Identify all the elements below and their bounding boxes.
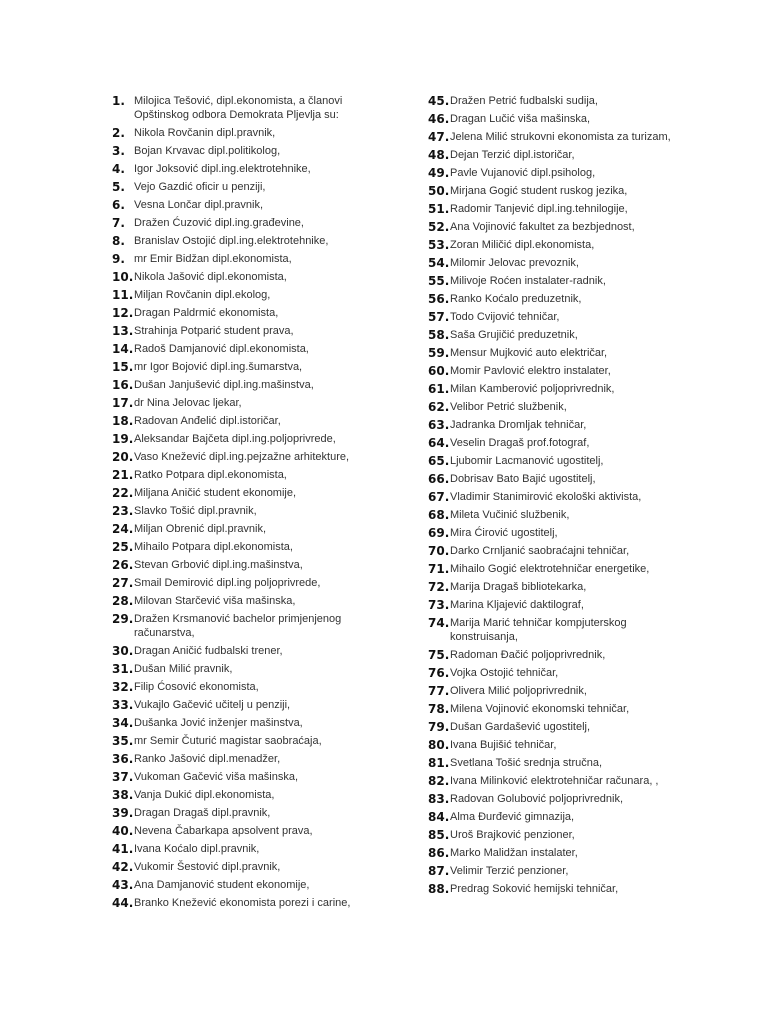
item-text: Igor Joksović dipl.ing.elektrotehnike, xyxy=(134,163,311,175)
item-number: 63. xyxy=(428,418,450,432)
list-item xyxy=(112,662,412,676)
item-text: Milena Vojinović ekonomski tehničar, xyxy=(450,703,630,715)
item-text: Alma Đurđević gimnazija, xyxy=(450,811,575,823)
item-text: Radoman Đačić poljoprivrednik, xyxy=(450,649,606,661)
item-text: Aleksandar Bajčeta dipl.ing.poljoprivrede, xyxy=(134,433,336,445)
item-number: 46. xyxy=(428,112,450,126)
item-number: 85. xyxy=(428,828,450,842)
item-text: Miljan Obrenić dipl.pravnik, xyxy=(134,523,267,535)
item-number: 47. xyxy=(428,130,450,144)
item-number: 40. xyxy=(112,824,134,838)
item-number: 34. xyxy=(112,716,134,730)
item-text: Dušan Janjušević dipl.ing.mašinstva, xyxy=(134,379,314,391)
item-text: Stevan Grbović dipl.ing.mašinstva, xyxy=(134,559,303,571)
item-text: Marija Marić tehničar kompjuterskog konstruisanja, xyxy=(450,617,627,643)
list-item xyxy=(428,526,728,540)
list-item xyxy=(112,144,412,158)
item-text: mr Igor Bojović dipl.ing.šumarstva, xyxy=(134,361,303,373)
list-item xyxy=(112,540,412,554)
item-number: 88. xyxy=(428,882,450,896)
item-number: 74. xyxy=(428,616,450,630)
list-item xyxy=(428,256,728,270)
item-text: Vanja Dukić dipl.ekonomista, xyxy=(134,789,275,801)
list-item xyxy=(428,828,728,842)
item-number: 44. xyxy=(112,896,134,910)
list-item xyxy=(428,220,728,234)
item-number: 13. xyxy=(112,324,134,338)
list-item xyxy=(112,198,412,212)
item-text: Mihailo Potpara dipl.ekonomista, xyxy=(134,541,293,553)
item-number: 81. xyxy=(428,756,450,770)
list-item xyxy=(112,252,412,266)
item-number: 55. xyxy=(428,274,450,288)
list-item xyxy=(112,216,412,230)
list-column-right xyxy=(428,94,728,900)
item-number: 84. xyxy=(428,810,450,824)
item-text: Dražen Petrić fudbalski sudija, xyxy=(450,95,598,107)
item-number: 50. xyxy=(428,184,450,198)
item-number: 56. xyxy=(428,292,450,306)
item-text: Vesna Lončar dipl.pravnik, xyxy=(134,199,264,211)
list-item xyxy=(428,418,728,432)
item-text: Ljubomir Lacmanović ugostitelj, xyxy=(450,455,604,467)
list-item xyxy=(112,716,412,730)
item-text: Ana Vojinović fakultet za bezbjednost, xyxy=(450,221,635,233)
item-number: 82. xyxy=(428,774,450,788)
item-text: Jelena Milić strukovni ekonomista za turizam, xyxy=(450,131,671,143)
item-text: Miljana Aničić student ekonomije, xyxy=(134,487,297,499)
list-item xyxy=(112,558,412,572)
item-text: Dušan Gardašević ugostitelj, xyxy=(450,721,591,733)
list-item xyxy=(112,126,412,140)
item-number: 78. xyxy=(428,702,450,716)
item-number: 27. xyxy=(112,576,134,590)
item-text: Dragan Lučić viša mašinska, xyxy=(450,113,591,125)
item-number: 22. xyxy=(112,486,134,500)
list-item xyxy=(428,598,728,612)
list-item xyxy=(428,400,728,414)
item-text: Jadranka Dromljak tehničar, xyxy=(450,419,587,431)
item-number: 37. xyxy=(112,770,134,784)
item-text: Vaso Knežević dipl.ing.pejzažne arhitekture, xyxy=(134,451,350,463)
item-number: 79. xyxy=(428,720,450,734)
item-number: 77. xyxy=(428,684,450,698)
list-item xyxy=(428,274,728,288)
list-item xyxy=(428,864,728,878)
list-item xyxy=(112,324,412,338)
item-number: 57. xyxy=(428,310,450,324)
item-number: 23. xyxy=(112,504,134,518)
list-item xyxy=(112,270,412,284)
item-number: 5. xyxy=(112,180,125,194)
list-item xyxy=(112,162,412,176)
item-text: Vukoman Gačević viša mašinska, xyxy=(134,771,299,783)
item-text: Marina Kljajević daktilograf, xyxy=(450,599,584,611)
list-item xyxy=(428,544,728,558)
item-number: 61. xyxy=(428,382,450,396)
list-item xyxy=(428,720,728,734)
item-number: 32. xyxy=(112,680,134,694)
item-text: Velibor Petrić službenik, xyxy=(450,401,567,413)
list-item xyxy=(112,680,412,694)
item-text: Svetlana Tošić srednja stručna, xyxy=(450,757,603,769)
list-item xyxy=(112,612,412,640)
item-text: Dragan Paldrmić ekonomista, xyxy=(134,307,279,319)
item-number: 8. xyxy=(112,234,125,248)
item-text: Bojan Krvavac dipl.politikolog, xyxy=(134,145,281,157)
list-item xyxy=(428,148,728,162)
list-item xyxy=(428,238,728,252)
item-text: Vejo Gazdić oficir u penziji, xyxy=(134,181,266,193)
item-text: Velimir Terzić penzioner, xyxy=(450,865,569,877)
list-item xyxy=(428,616,728,644)
list-item xyxy=(428,490,728,504)
item-text: Ivana Bujišić tehničar, xyxy=(450,739,557,751)
list-item xyxy=(112,94,412,122)
item-text: Mensur Mujković auto električar, xyxy=(450,347,608,359)
item-text: Mileta Vučinić službenik, xyxy=(450,509,570,521)
item-text: Ranko Koćalo preduzetnik, xyxy=(450,293,582,305)
list-item xyxy=(112,234,412,248)
item-text: Mira Ćirović ugostitelj, xyxy=(450,527,558,539)
list-item xyxy=(428,508,728,522)
item-text: Strahinja Potparić student prava, xyxy=(134,325,294,337)
item-text: Branislav Ostojić dipl.ing.elektrotehnike, xyxy=(134,235,329,247)
item-text: Milan Kamberović poljoprivrednik, xyxy=(450,383,615,395)
list-item xyxy=(112,698,412,712)
item-number: 2. xyxy=(112,126,125,140)
item-text: Dražen Ćuzović dipl.ing.građevine, xyxy=(134,217,304,229)
item-text: Momir Pavlović elektro instalater, xyxy=(450,365,611,377)
item-number: 83. xyxy=(428,792,450,806)
item-number: 4. xyxy=(112,162,125,176)
item-number: 72. xyxy=(428,580,450,594)
item-text: Vojka Ostojić tehničar, xyxy=(450,667,559,679)
item-number: 54. xyxy=(428,256,450,270)
item-text: Marija Dragaš bibliotekarka, xyxy=(450,581,587,593)
item-text: Vladimir Stanimirović ekološki aktivista, xyxy=(450,491,642,503)
item-number: 24. xyxy=(112,522,134,536)
list-item xyxy=(112,594,412,608)
item-text: Nikola Jašović dipl.ekonomista, xyxy=(134,271,287,283)
list-item xyxy=(112,860,412,874)
list-item xyxy=(428,666,728,680)
item-text: Predrag Soković hemijski tehničar, xyxy=(450,883,619,895)
item-number: 25. xyxy=(112,540,134,554)
item-number: 42. xyxy=(112,860,134,874)
item-number: 67. xyxy=(428,490,450,504)
list-item xyxy=(428,310,728,324)
list-item xyxy=(428,130,728,144)
list-item xyxy=(112,806,412,820)
list-item xyxy=(112,396,412,410)
list-item xyxy=(112,522,412,536)
item-number: 17. xyxy=(112,396,134,410)
item-text: Vukajlo Gačević učitelj u penziji, xyxy=(134,699,291,711)
list-item xyxy=(428,292,728,306)
item-number: 36. xyxy=(112,752,134,766)
item-number: 6. xyxy=(112,198,125,212)
item-number: 62. xyxy=(428,400,450,414)
list-item xyxy=(428,382,728,396)
item-text: Slavko Tošić dipl.pravnik, xyxy=(134,505,257,517)
item-text: Dražen Krsmanović bachelor primjenjenog računarstva, xyxy=(134,613,342,639)
item-number: 53. xyxy=(428,238,450,252)
item-number: 39. xyxy=(112,806,134,820)
item-number: 12. xyxy=(112,306,134,320)
item-number: 26. xyxy=(112,558,134,572)
item-text: Dobrisav Bato Bajić ugostitelj, xyxy=(450,473,596,485)
item-text: Radoš Damjanović dipl.ekonomista, xyxy=(134,343,309,355)
item-number: 75. xyxy=(428,648,450,662)
item-text: Mihailo Gogić elektrotehničar energetike, xyxy=(450,563,650,575)
item-text: dr Nina Jelovac ljekar, xyxy=(134,397,242,409)
item-number: 49. xyxy=(428,166,450,180)
item-text: Ana Damjanović student ekonomije, xyxy=(134,879,310,891)
item-number: 87. xyxy=(428,864,450,878)
list-item xyxy=(112,342,412,356)
list-item xyxy=(428,580,728,594)
list-item xyxy=(112,180,412,194)
item-number: 69. xyxy=(428,526,450,540)
list-item xyxy=(428,94,728,108)
item-number: 16. xyxy=(112,378,134,392)
item-text: Radovan Anđelić dipl.istoričar, xyxy=(134,415,281,427)
item-text: Veselin Dragaš prof.fotograf, xyxy=(450,437,590,449)
item-text: Milomir Jelovac prevoznik, xyxy=(450,257,579,269)
item-number: 86. xyxy=(428,846,450,860)
item-text: Saša Grujičić preduzetnik, xyxy=(450,329,578,341)
item-number: 48. xyxy=(428,148,450,162)
item-text: mr Emir Bidžan dipl.ekonomista, xyxy=(134,253,292,265)
list-item xyxy=(112,752,412,766)
list-item xyxy=(428,756,728,770)
item-text: Radovan Golubović poljoprivrednik, xyxy=(450,793,624,805)
list-item xyxy=(112,450,412,464)
item-number: 80. xyxy=(428,738,450,752)
item-number: 19. xyxy=(112,432,134,446)
item-text: Radomir Tanjević dipl.ing.tehnilogije, xyxy=(450,203,628,215)
item-number: 71. xyxy=(428,562,450,576)
list-item xyxy=(428,202,728,216)
item-text: Ranko Jašović dipl.menadžer, xyxy=(134,753,281,765)
list-item xyxy=(112,306,412,320)
item-number: 68. xyxy=(428,508,450,522)
list-item xyxy=(428,436,728,450)
list-item xyxy=(428,792,728,806)
list-column-left xyxy=(112,94,412,914)
list-item xyxy=(428,810,728,824)
list-item xyxy=(112,576,412,590)
item-text: Marko Malidžan instalater, xyxy=(450,847,578,859)
item-text: Darko Crnljanić saobraćajni tehničar, xyxy=(450,545,630,557)
list-item xyxy=(112,644,412,658)
item-text: mr Semir Čuturić magistar saobraćaja, xyxy=(134,735,322,747)
item-number: 14. xyxy=(112,342,134,356)
list-item xyxy=(112,824,412,838)
item-text: Dragan Aničić fudbalski trener, xyxy=(134,645,283,657)
list-item xyxy=(428,346,728,360)
item-number: 73. xyxy=(428,598,450,612)
item-text: Zoran Miličić dipl.ekonomista, xyxy=(450,239,595,251)
item-number: 15. xyxy=(112,360,134,374)
item-number: 60. xyxy=(428,364,450,378)
item-number: 20. xyxy=(112,450,134,464)
list-item xyxy=(428,112,728,126)
item-text: Milojica Tešović, dipl.ekonomista, a članovi Opštinskog odbora Demokrata Pljevlja su: xyxy=(134,95,343,121)
item-text: Nevena Čabarkapa apsolvent prava, xyxy=(134,825,313,837)
list-item xyxy=(428,472,728,486)
item-number: 58. xyxy=(428,328,450,342)
item-text: Dragan Dragaš dipl.pravnik, xyxy=(134,807,271,819)
list-item xyxy=(428,738,728,752)
item-text: Branko Knežević ekonomista porezi i carine, xyxy=(134,897,351,909)
list-item xyxy=(112,414,412,428)
item-text: Ivana Milinković elektrotehničar računara, , xyxy=(450,775,659,787)
item-number: 38. xyxy=(112,788,134,802)
item-text: Miljan Rovčanin dipl.ekolog, xyxy=(134,289,271,301)
list-item xyxy=(428,846,728,860)
list-item xyxy=(112,288,412,302)
item-number: 66. xyxy=(428,472,450,486)
list-item xyxy=(428,882,728,896)
list-item xyxy=(428,454,728,468)
item-number: 7. xyxy=(112,216,125,230)
item-number: 29. xyxy=(112,612,134,626)
item-number: 30. xyxy=(112,644,134,658)
item-text: Ratko Potpara dipl.ekonomista, xyxy=(134,469,287,481)
item-number: 45. xyxy=(428,94,450,108)
list-item xyxy=(112,486,412,500)
item-number: 51. xyxy=(428,202,450,216)
item-text: Milivoje Roćen instalater-radnik, xyxy=(450,275,606,287)
item-text: Nikola Rovčanin dipl.pravnik, xyxy=(134,127,276,139)
item-text: Uroš Brajković penzioner, xyxy=(450,829,575,841)
item-number: 41. xyxy=(112,842,134,856)
item-text: Filip Ćosović ekonomista, xyxy=(134,681,259,693)
list-item xyxy=(112,842,412,856)
item-text: Mirjana Gogić student ruskog jezika, xyxy=(450,185,628,197)
item-text: Olivera Milić poljoprivrednik, xyxy=(450,685,587,697)
list-item xyxy=(428,648,728,662)
item-number: 64. xyxy=(428,436,450,450)
list-item xyxy=(112,788,412,802)
item-number: 33. xyxy=(112,698,134,712)
list-item xyxy=(112,432,412,446)
list-item xyxy=(428,364,728,378)
item-number: 35. xyxy=(112,734,134,748)
item-number: 52. xyxy=(428,220,450,234)
item-text: Smail Demirović dipl.ing poljoprivrede, xyxy=(134,577,321,589)
item-number: 3. xyxy=(112,144,125,158)
list-item xyxy=(112,504,412,518)
list-item xyxy=(112,896,412,910)
list-item xyxy=(428,166,728,180)
list-item xyxy=(428,774,728,788)
item-text: Dejan Terzić dipl.istoričar, xyxy=(450,149,575,161)
item-text: Vukomir Šestović dipl.pravnik, xyxy=(134,861,281,873)
list-item xyxy=(428,562,728,576)
list-item xyxy=(112,468,412,482)
list-item xyxy=(428,684,728,698)
list-item xyxy=(428,328,728,342)
item-number: 11. xyxy=(112,288,134,302)
item-number: 18. xyxy=(112,414,134,428)
item-text: Dušanka Jović inženjer mašinstva, xyxy=(134,717,303,729)
item-number: 43. xyxy=(112,878,134,892)
list-item xyxy=(112,878,412,892)
item-number: 9. xyxy=(112,252,125,266)
item-number: 70. xyxy=(428,544,450,558)
item-number: 28. xyxy=(112,594,134,608)
list-item xyxy=(112,770,412,784)
item-number: 76. xyxy=(428,666,450,680)
item-number: 31. xyxy=(112,662,134,676)
item-number: 10. xyxy=(112,270,134,284)
item-number: 1. xyxy=(112,94,125,108)
list-item xyxy=(428,184,728,198)
list-item xyxy=(112,360,412,374)
item-number: 59. xyxy=(428,346,450,360)
list-item xyxy=(428,702,728,716)
item-text: Ivana Koćalo dipl.pravnik, xyxy=(134,843,260,855)
item-number: 65. xyxy=(428,454,450,468)
list-item xyxy=(112,378,412,392)
item-number: 21. xyxy=(112,468,134,482)
item-text: Dušan Milić pravnik, xyxy=(134,663,233,675)
item-text: Pavle Vujanović dipl.psiholog, xyxy=(450,167,596,179)
item-text: Milovan Starčević viša mašinska, xyxy=(134,595,296,607)
item-text: Todo Cvijović tehničar, xyxy=(450,311,560,323)
list-item xyxy=(112,734,412,748)
